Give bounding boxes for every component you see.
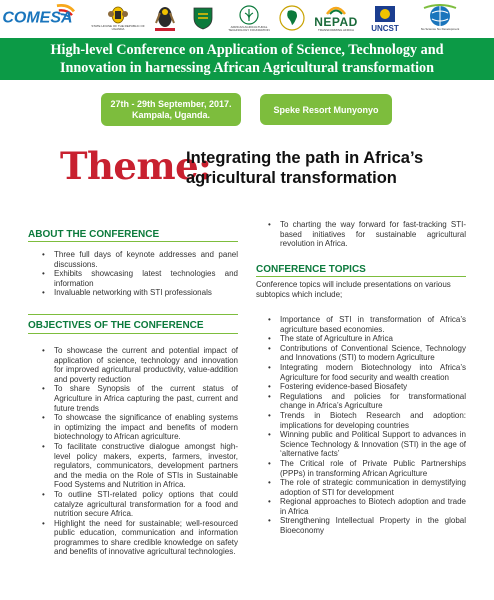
list-item: • The state of Agriculture in Africa (266, 334, 466, 344)
ministry-agriculture-logo (222, 2, 276, 34)
aatf-caption: AFRICAN AGRICULTURAL TECHNOLOGY FOUNDATION (228, 24, 270, 32)
nepad-wordmark: NEPAD (314, 15, 358, 30)
shield-icon (192, 6, 214, 30)
list-item: • Regional approaches to Biotech adoption and trade in Africa (266, 497, 466, 516)
science-foundation-logo (410, 2, 470, 34)
topics-intro: Conference topics will include presentations on various subtopics which include; (256, 280, 451, 299)
partner-logo-bar (0, 0, 494, 38)
list-item: • Strengthening Intellectual Property in the global Bioeconomy (266, 516, 466, 535)
list-item: • Importance of STI in transformation of Africa’s agriculture based economies. (266, 315, 466, 334)
list-item: • Regulations and policies for transformational change in Africa’s Agriculture (266, 392, 466, 411)
theme-line2: agricultural transformation (186, 169, 397, 187)
nepad-logo (312, 2, 360, 34)
list-item: • Contributions of Conventional Science, Technology and Innovations (STI) to modern Agriculture (266, 344, 466, 363)
list-item: • To share Synopsis of the current status of Agriculture in Africa capturing the past, current and future trends (40, 384, 238, 413)
theme-statement (186, 148, 423, 188)
banner-title-line1: High-level Conference on Application of Science, Technology and (50, 42, 444, 58)
uganda-coat-of-arms-logo (150, 2, 180, 34)
objectives-divider-top (28, 314, 238, 315)
list-item: • To facilitate constructive dialogue amongst high-level policy makers, experts, farmers, investor, regulators, communicators, development partners and the media on the Role of STIs in Sustainable Food Systems and Nutrition in Africa. (40, 442, 238, 490)
event-venue: Speke Resort Munyonyo (273, 104, 379, 115)
about-heading: ABOUT THE CONFERENCE (28, 229, 160, 240)
african-union-logo (278, 2, 306, 34)
list-item: • To showcase the current and potential impact of application of science, technology and innovation for improved agricultural productivity, value-addition and poverty reduction (40, 346, 238, 384)
uncst-logo (365, 2, 405, 34)
list-item: • The Critical role of Private Public Partnerships (PPPs) in transforming African Agriculture (266, 459, 466, 478)
coat-of-arms-icon (107, 5, 129, 25)
state-house-logo (90, 2, 146, 34)
list-item: • Invaluable networking with STI professionals (40, 288, 238, 298)
uganda-emblem-icon (151, 3, 179, 33)
list-item: • Three full days of keynote addresses and panel discussions. (40, 250, 238, 269)
comesa-wordmark: COMESA (2, 9, 73, 27)
conference-title-banner (0, 38, 494, 80)
globe-icon (420, 4, 460, 28)
list-item: • Trends in Biotech Research and adoption: implications for developing countries (266, 411, 466, 430)
event-location: Kampala, Uganda. (131, 109, 211, 120)
uncst-emblem-icon (373, 4, 397, 24)
objectives-list-continued (266, 220, 466, 249)
ministry-shield-logo (185, 2, 221, 34)
theme-label: Theme: (60, 144, 212, 188)
objectives-divider (28, 333, 238, 334)
agriculture-emblem-icon (237, 4, 261, 26)
venue-badge (260, 94, 392, 125)
list-item: • Exhibits showcasing latest technologies and information (40, 269, 238, 288)
topics-divider (256, 276, 466, 277)
uncst-wordmark: UNCST (371, 23, 399, 33)
topics-heading: CONFERENCE TOPICS (256, 264, 366, 275)
event-date: 27th - 29th September, 2017. (110, 98, 232, 109)
date-location-badge (101, 93, 241, 126)
list-item: • The role of strategic communication in demystifying adoption of STI for development (266, 478, 466, 497)
topics-list (266, 315, 466, 536)
comesa-emblem-icon (0, 2, 80, 34)
banner-title-line2: Innovation in harnessing African Agricultural transformation (59, 60, 435, 76)
list-item: • Winning public and Political Support to advances in Science Technology & Innovation (STI) in the age of ‘alternative facts’ (266, 430, 466, 459)
list-item: • Fostering evidence-based Biosafety (266, 382, 466, 392)
comesa-logo (0, 2, 80, 34)
state-house-caption: STATE HOUSE OF THE REPUBLIC OF UGANDA (91, 23, 145, 31)
uncst-caption: No Science No Development (420, 27, 460, 32)
nepad-arc-icon (326, 3, 346, 15)
theme-line1: Integrating the path in Africa’s (186, 149, 424, 167)
about-divider (28, 241, 238, 242)
list-item: • To outline STI-related policy options that could catalyze agricultural transformation for a food and nutrition secure Africa. (40, 490, 238, 519)
objectives-heading: OBJECTIVES OF THE CONFERENCE (28, 320, 204, 331)
list-item: • Integrating modern Biotechnology into Africa’s Agriculture for food security and wealth creation (266, 363, 466, 382)
nepad-caption: TRANSFORMING AFRICA (317, 28, 354, 33)
list-item: • To charting the way forward for fast-tracking STI-based initiatives for sustainable agricultural revolution in Africa. (266, 220, 466, 249)
about-list (40, 250, 238, 298)
list-item: • Highlight the need for sustainable; well-resourced public education, communication and information programmes to share credible knowledge on safety and benefits of innovative agricultural technologies. (40, 519, 238, 557)
objectives-list (40, 346, 238, 557)
list-item: • To showcase the significance of enabling systems in optimizing the impact and benefits of modern biotechnology to African agriculture. (40, 413, 238, 442)
africa-map-icon (279, 5, 305, 31)
